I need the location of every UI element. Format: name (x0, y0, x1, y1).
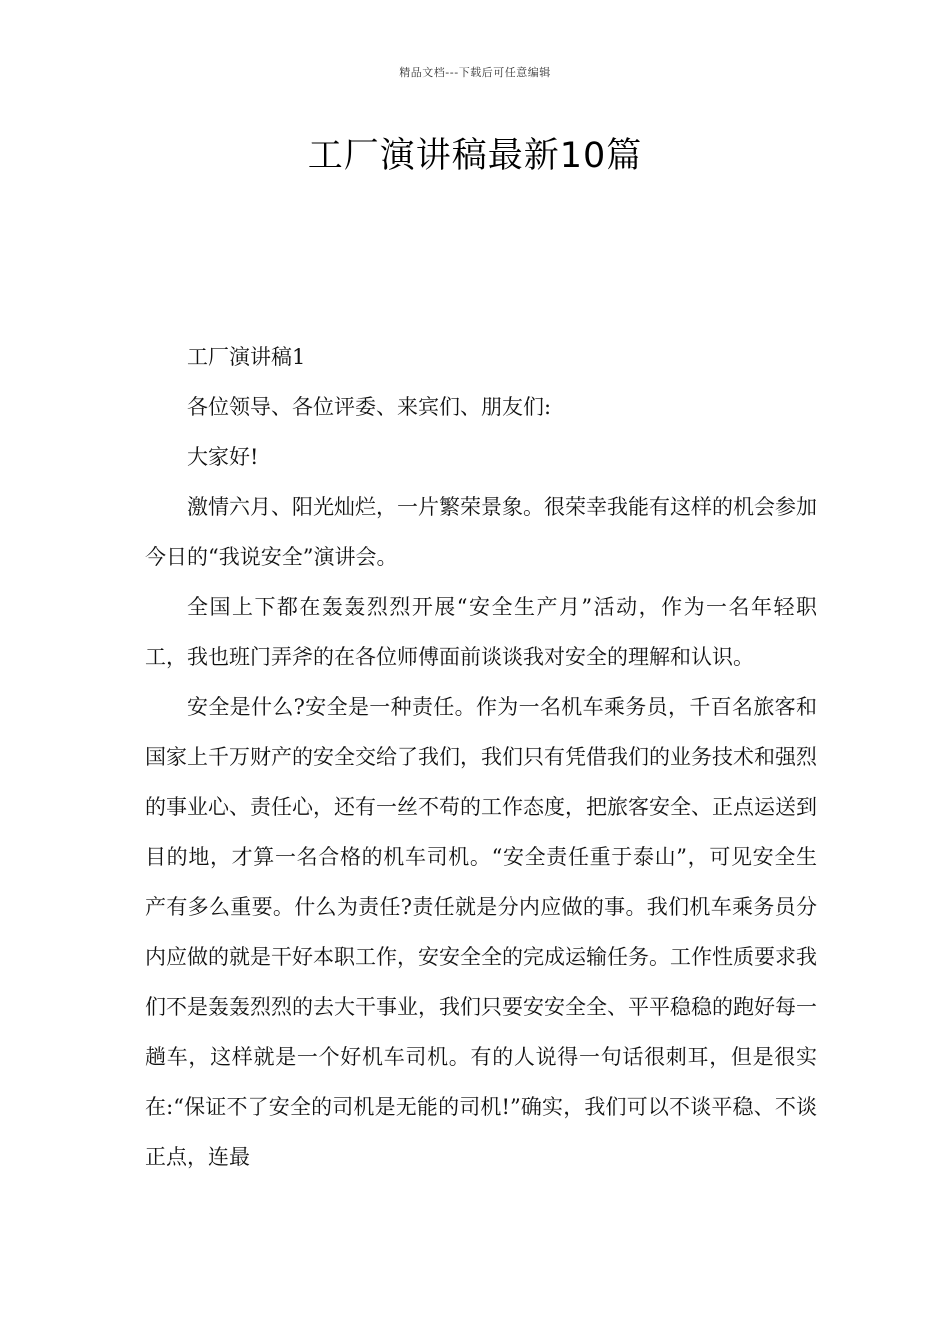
salutation: 各位领导、各位评委、来宾们、朋友们: (187, 395, 552, 419)
document-body (145, 332, 817, 1182)
section-heading: 工厂演讲稿1 (187, 345, 306, 369)
paragraph: 激情六月、阳光灿烂，一片繁荣景象。很荣幸我能有这样的机会参加今日的“我说安全”演讲会。 (145, 495, 817, 569)
document-title: 工厂演讲稿最新10篇 (307, 136, 643, 176)
greeting: 大家好! (187, 445, 259, 469)
paragraph: 安全是什么?安全是一种责任。作为一名机车乘务员，千百名旅客和国家上千万财产的安全交给了我们，我们只有凭借我们的业务技术和强烈的事业心、责任心，还有一丝不苟的工作态度，把旅客安全、正点运送到目的地，才算一名合格的机车司机。“安全责任重于泰山”，可见安全生产有多么重要。什么为责任?责任就是分内应做的事。我们机车乘务员分内应做的就是干好本职工作，安安全全的完成运输任务。工作性质要求我们不是轰轰烈烈的去大干事业，我们只要安安全全、平平稳稳的跑好每一趟车，这样就是一个好机车司机。有的人说得一句话很刺耳，但是很实在:“保证不了安全的司机是无能的司机!”确实，我们可以不谈平稳、不谈正点，连最 (145, 695, 817, 1169)
paragraph: 全国上下都在轰轰烈烈开展“安全生产月”活动，作为一名年轻职工，我也班门弄斧的在各位师傅面前谈谈我对安全的理解和认识。 (145, 595, 817, 669)
header-note: 精品文档---下载后可任意编辑 (399, 66, 551, 79)
